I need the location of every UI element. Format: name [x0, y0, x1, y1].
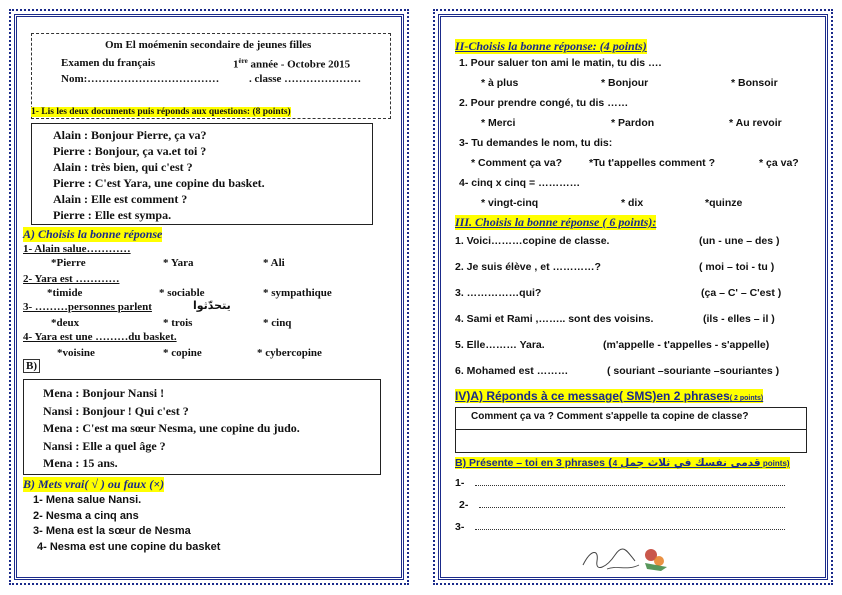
qcm-option[interactable]: * sociable — [159, 287, 205, 299]
qcm-question-arabic: يتحدّثوا — [193, 299, 231, 312]
dialogue1-line: Pierre : C'est Yara, une copine du basket. — [53, 176, 265, 190]
answer-line-label: 3- — [455, 521, 465, 533]
answer-line-label: 2- — [459, 499, 469, 511]
name-field[interactable]: Nom:……………………………… — [61, 73, 220, 85]
qcm-option[interactable]: * copine — [163, 347, 202, 359]
qcm-option[interactable]: *Pierre — [51, 257, 86, 269]
instruction: 1- Lis les deux documents puis réponds aux questions: (8 points) — [31, 107, 291, 117]
fill-options[interactable]: ( moi – toi - tu ) — [699, 261, 775, 273]
dialogue1-line: Alain : Elle est comment ? — [53, 192, 188, 206]
section-4-title: IV)A) Réponds à ce message( SMS)en 2 phrases( 2 points) — [455, 389, 764, 403]
mc-question: 3- Tu demandes le nom, tu dis: — [459, 137, 613, 149]
section-b-label: B) — [23, 359, 40, 373]
right-page — [438, 14, 828, 580]
qcm-option[interactable]: * Yara — [163, 257, 194, 269]
dialogue1 — [53, 127, 265, 223]
qcm-option[interactable]: *timide — [47, 287, 83, 299]
fill-options[interactable]: (ils - elles – il ) — [703, 313, 775, 325]
dialogue2-line: Mena : Bonjour Nansi ! — [43, 386, 165, 400]
qcm-option[interactable]: * Ali — [263, 257, 285, 269]
section-3-title: III. Choisis la bonne réponse ( 6 points): — [455, 215, 657, 229]
fill-question: 2. Je suis élève , et …………? — [455, 261, 601, 273]
signature-icon — [577, 541, 673, 575]
qcm-option[interactable]: * cybercopine — [257, 347, 322, 359]
exam-title: Examen du français — [61, 57, 156, 69]
class-field[interactable]: . classe ………………… — [249, 73, 362, 85]
dialogue2-line: Nansi : Elle a quel âge ? — [43, 438, 166, 453]
mc-option[interactable]: * vingt-cinq — [481, 197, 539, 209]
fill-question: 4. Sami et Rami ,…….. sont des voisins. — [455, 313, 654, 325]
fill-question: 3. ……………qui? — [455, 287, 542, 299]
qcm-question: 2- Yara est ………… — [23, 273, 120, 285]
left-page — [14, 14, 404, 580]
fill-question: 6. Mohamed est ……… — [455, 365, 569, 377]
mc-option[interactable]: * Merci — [481, 117, 516, 129]
mc-option[interactable]: * Pardon — [611, 117, 655, 129]
fill-options[interactable]: (ça – C' – C'est ) — [701, 287, 782, 299]
dialogue2-line: Nansi : Bonjour ! Qui c'est ? — [43, 403, 189, 418]
mc-option[interactable]: * Bonsoir — [731, 77, 778, 89]
true-false-item[interactable]: 3- Mena est la sœur de Nesma — [33, 525, 191, 537]
mc-question: 2. Pour prendre congé, tu dis …… — [459, 97, 629, 109]
dialogue2 — [43, 385, 300, 473]
mc-option[interactable]: *quinze — [705, 197, 743, 209]
fill-question: 1. Voici………copine de classe. — [455, 235, 610, 247]
answer-line[interactable] — [475, 485, 785, 486]
dialogue1-line: Alain : très bien, qui c'est ? — [53, 160, 193, 174]
true-false-item[interactable]: 1- Mena salue Nansi. — [33, 494, 142, 506]
fill-options[interactable]: (un - une – des ) — [699, 235, 780, 247]
dialogue1-line: Pierre : Elle est sympa. — [53, 208, 172, 222]
qcm-option[interactable]: *voisine — [57, 347, 95, 359]
qcm-question: 4- Yara est une ………du basket. — [23, 331, 177, 343]
level: 1ère année - Octobre 2015 — [233, 57, 351, 71]
dialogue2-line: Mena : C'est ma sœur Nesma, une copine du judo. — [43, 421, 300, 435]
section-a-title: A) Choisis la bonne réponse — [23, 227, 163, 241]
answer-line[interactable] — [479, 507, 785, 508]
mc-option[interactable]: * à plus — [481, 77, 519, 89]
qcm-question: 3- ………personnes parlent — [23, 301, 152, 313]
mc-option[interactable]: *Tu t'appelles comment ? — [589, 157, 715, 169]
mc-question: 4- cinq x cinq = ………… — [459, 177, 581, 189]
mc-option[interactable]: * Bonjour — [601, 77, 649, 89]
sms-answer-field[interactable] — [457, 431, 805, 451]
qcm-option[interactable]: * trois — [163, 317, 193, 329]
true-false-list — [33, 493, 220, 555]
fill-options[interactable]: (m'appelle - t'appelles - s'appelle) — [603, 339, 770, 351]
sms-divider — [455, 429, 807, 430]
true-false-item[interactable]: 4- Nesma est une copine du basket — [37, 540, 221, 553]
mc-option[interactable]: * Au revoir — [729, 117, 782, 129]
section-2-title: II-Choisis la bonne réponse: (4 points) — [455, 39, 647, 53]
sms-message: Comment ça va ? Comment s'appelle ta copine de classe? — [471, 411, 749, 422]
qcm-option[interactable]: * sympathique — [263, 287, 332, 299]
mc-question: 1. Pour saluer ton ami le matin, tu dis …. — [459, 57, 662, 69]
true-false-item[interactable]: 2- Nesma a cinq ans — [33, 509, 139, 522]
dialogue2-line: Mena : 15 ans. — [43, 456, 118, 470]
mc-option[interactable]: * dix — [621, 197, 644, 209]
true-false-title: B) Mets vrai( √ ) ou faux (×) — [23, 477, 165, 491]
answer-line[interactable] — [475, 529, 785, 530]
answer-line-label: 1- — [455, 477, 465, 489]
section-4b-title: B) Présente – toi en 3 phrases (قدمى نفسك في ثلاث جمل 4 points) — [455, 457, 790, 469]
dialogue1-line: Alain : Bonjour Pierre, ça va? — [53, 128, 207, 142]
dialogue1-line: Pierre : Bonjour, ça va.et toi ? — [53, 144, 207, 158]
qcm-option[interactable]: * cinq — [263, 317, 292, 329]
qcm-option[interactable]: *deux — [51, 317, 80, 329]
mc-option[interactable]: * Comment ça va? — [471, 157, 563, 169]
mc-option[interactable]: * ça va? — [759, 157, 799, 169]
school-name: Om El moémenin secondaire de jeunes filles — [105, 39, 312, 51]
fill-question: 5. Elle……… Yara. — [455, 339, 545, 351]
qcm-question: 1- Alain salue………… — [23, 243, 131, 255]
fill-options[interactable]: ( souriant –souriante –souriantes ) — [607, 365, 780, 377]
